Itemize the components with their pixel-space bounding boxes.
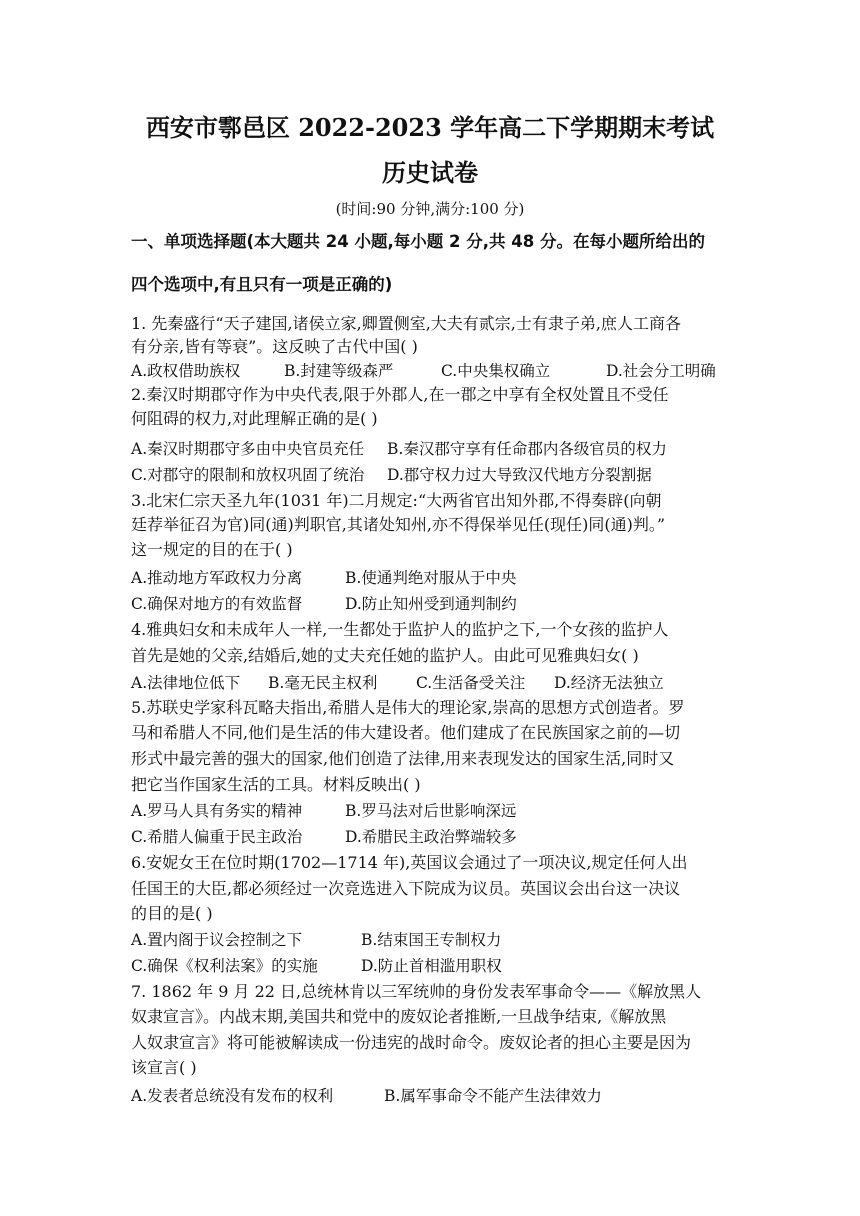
question-5-option-d: D.希腊民主政治弊端较多 xyxy=(345,828,517,846)
question-7-options xyxy=(131,1085,741,1107)
question-1-option-a: A.政权借助族权 xyxy=(131,362,241,380)
section-heading-line2: 四个选项中,有且只有一项是正确的) xyxy=(131,275,393,294)
exam-title: 西安市鄠邑区 2022-2023 学年高二下学期期末考试 xyxy=(145,113,715,142)
question-6-options-row-1 xyxy=(131,929,741,951)
question-1-option-c: C.中央集权确立 xyxy=(441,362,551,380)
question-5-options-row-2 xyxy=(131,826,741,848)
question-2-options-row-2 xyxy=(131,464,741,486)
question-3-option-b: B.使通判绝对服从于中央 xyxy=(345,569,517,587)
question-3-options-row-1 xyxy=(131,567,741,589)
question-5-option-b: B.罗马法对后世影响深远 xyxy=(345,802,517,820)
question-6-option-c: C.确保《权利法案》的实施 xyxy=(131,957,318,975)
question-4-line-2: 首先是她的父亲,结婚后,她的丈夫充任她的监护人。由此可见雅典妇女( ) xyxy=(131,646,639,665)
question-6-line-2: 任国王的大臣,都必须经过一次竞选进入下院成为议员。英国议会出台这一决议 xyxy=(131,879,681,898)
question-2-option-d: D.郡守权力过大导致汉代地方分裂割据 xyxy=(387,466,652,484)
question-6-line-3: 的目的是( ) xyxy=(131,904,213,923)
question-3-option-d: D.防止知州受到通判制约 xyxy=(345,595,517,613)
exam-info: (时间:90 分钟,满分:100 分) xyxy=(335,200,525,218)
question-4-option-d: D.经济无法独立 xyxy=(554,674,664,692)
question-5-options-row-1 xyxy=(131,800,741,822)
question-3-option-a: A.推动地方军政权力分离 xyxy=(131,569,303,587)
question-5-option-a: A.罗马人具有务实的精神 xyxy=(131,802,303,820)
question-5-option-c: C.希腊人偏重于民主政治 xyxy=(131,828,303,846)
question-3-line-1: 3.北宋仁宗天圣九年(1031 年)二月规定:“大两省官出知外郡,不得奏辟(向朝 xyxy=(131,491,662,510)
question-2-line-1: 2.秦汉时期郡守作为中央代表,限于外郡人,在一郡之中享有全权处置且不受任 xyxy=(131,385,669,404)
question-1-line-1: 1. 先秦盛行“天子建国,诸侯立家,卿置侧室,大夫有贰宗,士有隶子弟,庶人工商各 xyxy=(131,314,681,333)
exam-subtitle: 历史试卷 xyxy=(382,158,478,187)
question-3-line-3: 这一规定的目的在于( ) xyxy=(131,540,293,559)
question-3-line-2: 廷荐举征召为官)同(通)判职官,其诸处知州,亦不得保举见任(现任)同(通)判。” xyxy=(131,515,666,534)
question-2-option-b: B.秦汉郡守享有任命郡内各级官员的权力 xyxy=(387,440,667,458)
section-heading-line1: 一、单项选择题(本大题共 24 小题,每小题 2 分,共 48 分。在每小题所给出的 xyxy=(131,232,705,251)
question-1-option-b: B.封建等级森严 xyxy=(284,362,394,380)
question-2-options-row-1 xyxy=(131,438,741,460)
question-2-line-2: 何阻碍的权力,对此理解正确的是( ) xyxy=(131,409,378,428)
question-1-options xyxy=(131,360,741,382)
question-7-line-2: 奴隶宣言》。内战末期,美国共和党中的废奴论者推断,一旦战争结束,《解放黑 xyxy=(131,1007,667,1026)
question-6-line-1: 6.安妮女王在位时期(1702—1714 年),英国议会通过了一项决议,规定任何人出 xyxy=(131,853,688,872)
question-6-option-a: A.置内阁于议会控制之下 xyxy=(131,931,303,949)
question-3-options-row-2 xyxy=(131,593,741,615)
question-7-option-a: A.发表者总统没有发布的权利 xyxy=(131,1087,334,1105)
question-4-line-1: 4.雅典妇女和未成年人一样,一生都处于监护人的监护之下,一个女孩的监护人 xyxy=(131,620,669,639)
question-5-line-3: 形式中最完善的强大的国家,他们创造了法律,用来表现发达的国家生活,同时又 xyxy=(131,749,675,768)
question-1-line-2: 有分亲,皆有等衰”。这反映了古代中国( ) xyxy=(131,337,418,356)
question-5-line-2: 马和希腊人不同,他们是生活的伟大建设者。他们建成了在民族国家之前的—切 xyxy=(131,723,681,742)
question-1-option-d: D.社会分工明确 xyxy=(606,362,716,380)
question-7-line-4: 该宣言( ) xyxy=(131,1058,197,1077)
question-4-option-b: B.毫无民主权利 xyxy=(268,674,378,692)
question-4-options xyxy=(131,672,741,694)
question-6-option-d: D.防止首相滥用职权 xyxy=(361,957,502,975)
question-4-option-a: A.法律地位低下 xyxy=(131,674,241,692)
question-7-line-3: 人奴隶宣言》将可能被解读成一份违宪的战时命令。废奴论者的担心主要是因为 xyxy=(131,1033,692,1052)
question-6-options-row-2 xyxy=(131,955,741,977)
question-5-line-4: 把它当作国家生活的工具。材料反映出( ) xyxy=(131,775,421,794)
question-4-option-c: C.生活备受关注 xyxy=(416,674,526,692)
question-2-option-a: A.秦汉时期郡守多由中央官员充任 xyxy=(131,440,365,458)
question-7-option-b: B.属军事命令不能产生法律效力 xyxy=(384,1087,602,1105)
question-5-line-1: 5.苏联史学家科瓦略夫指出,希腊人是伟大的理论家,崇高的思想方式创造者。罗 xyxy=(131,698,685,717)
question-6-option-b: B.结束国王专制权力 xyxy=(361,931,502,949)
question-2-option-c: C.对郡守的限制和放权巩固了统治 xyxy=(131,466,365,484)
question-7-line-1: 7. 1862 年 9 月 22 日,总统林肯以三军统帅的身份发表军事命令——《解放黑人 xyxy=(131,982,702,1001)
question-3-option-c: C.确保对地方的有效监督 xyxy=(131,595,303,613)
